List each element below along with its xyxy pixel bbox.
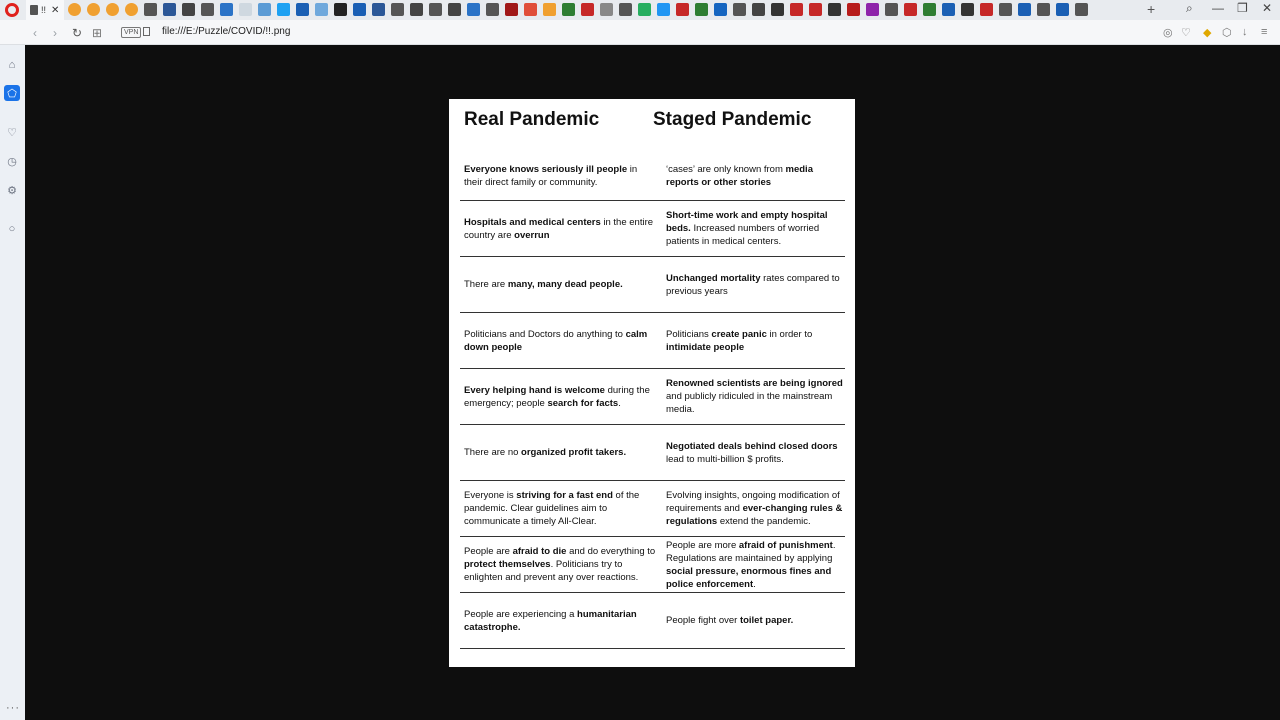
- tab-title: !!: [41, 5, 47, 15]
- bulb-icon[interactable]: ○: [8, 223, 16, 235]
- url-field[interactable]: file:///E:/Puzzle/COVID/!!.png: [162, 26, 291, 37]
- tab-favicon[interactable]: [752, 3, 765, 16]
- real-pandemic-cell: There are many, many dead people.: [464, 279, 623, 290]
- tab-favicon[interactable]: [581, 3, 594, 16]
- tab-favicon[interactable]: [942, 3, 955, 16]
- tab-favicon[interactable]: [315, 3, 328, 16]
- tab-favicon[interactable]: [391, 3, 404, 16]
- home-icon[interactable]: ⌂: [8, 59, 16, 71]
- tab-favicon[interactable]: [828, 3, 841, 16]
- tab-favicon[interactable]: [866, 3, 879, 16]
- tab-favicon[interactable]: [201, 3, 214, 16]
- tab-favicon[interactable]: [429, 3, 442, 16]
- tab-favicon[interactable]: [486, 3, 499, 16]
- comparison-table: [460, 151, 845, 649]
- sidebar: [0, 45, 25, 720]
- downloads-icon[interactable]: ↓: [1242, 26, 1248, 38]
- tab-favicon[interactable]: [809, 3, 822, 16]
- close-tab-icon[interactable]: ✕: [51, 4, 60, 16]
- tab-favicon[interactable]: [600, 3, 613, 16]
- table-row: [460, 537, 845, 593]
- crypto-wallet-icon[interactable]: ◆: [1203, 27, 1212, 39]
- table-row: [460, 151, 845, 201]
- tab-favicon[interactable]: [448, 3, 461, 16]
- tab-favicon[interactable]: [410, 3, 423, 16]
- tab-favicon[interactable]: [980, 3, 993, 16]
- tab-strip: [68, 3, 1088, 16]
- staged-pandemic-cell: ‘cases’ are only known from media reports or other stories: [666, 163, 813, 188]
- tab-favicon[interactable]: [163, 3, 176, 16]
- restore-button[interactable]: ❐: [1237, 1, 1248, 15]
- heart-icon[interactable]: ♡: [7, 126, 17, 139]
- tab-favicon[interactable]: [467, 3, 480, 16]
- speed-dial-icon[interactable]: ⊞: [92, 26, 103, 40]
- table-row: [460, 201, 845, 257]
- tab-favicon[interactable]: [106, 3, 119, 16]
- tab-favicon[interactable]: [182, 3, 195, 16]
- real-pandemic-cell: Every helping hand is welcome during the emergency; people search for facts.: [464, 384, 650, 409]
- easy-setup-icon[interactable]: ≡: [1261, 26, 1268, 38]
- reload-icon[interactable]: ↻: [72, 26, 83, 40]
- table-row: [460, 593, 845, 649]
- tab-favicon[interactable]: [372, 3, 385, 16]
- tab-favicon[interactable]: [543, 3, 556, 16]
- displayed-image: [449, 99, 855, 667]
- tab-favicon[interactable]: [733, 3, 746, 16]
- tab-favicon[interactable]: [847, 3, 860, 16]
- staged-pandemic-cell: Short-time work and empty hospital beds. Increased numbers of worried patients in medical centers.: [666, 210, 828, 247]
- staged-pandemic-cell: People are more afraid of punishment. Regulations are maintained by applying social pressure, enormous fines and police enforcement.: [666, 539, 836, 590]
- tab-favicon[interactable]: [562, 3, 575, 16]
- tab-favicon[interactable]: [144, 3, 157, 16]
- tab-favicon[interactable]: [220, 3, 233, 16]
- minimize-button[interactable]: —: [1212, 1, 1224, 15]
- real-pandemic-cell: Everyone is striving for a fast end of the pandemic. Clear guidelines aim to communicate a timely All-Clear.: [464, 490, 640, 527]
- close-window-button[interactable]: ✕: [1262, 1, 1273, 15]
- table-row: [460, 313, 845, 369]
- real-pandemic-cell: Everyone knows seriously ill people in their direct family or community.: [464, 163, 638, 188]
- settings-gear-icon[interactable]: ⚙: [7, 184, 17, 197]
- document-icon: [30, 5, 38, 15]
- tab-active[interactable]: [26, 0, 64, 20]
- tab-favicon[interactable]: [334, 3, 347, 16]
- snapshot-icon[interactable]: ◎: [1163, 27, 1173, 39]
- table-row: [460, 425, 845, 481]
- tab-favicon[interactable]: [87, 3, 100, 16]
- new-tab-button[interactable]: +: [1147, 1, 1156, 17]
- staged-pandemic-cell: Renowned scientists are being ignored and publicly ridiculed in the mainstream media.: [666, 378, 843, 415]
- staged-pandemic-cell: Unchanged mortality rates compared to previous years: [666, 272, 840, 297]
- real-pandemic-cell: Hospitals and medical centers in the entire country are overrun: [464, 216, 654, 241]
- tab-favicon[interactable]: [296, 3, 309, 16]
- heading-staged-pandemic: Staged Pandemic: [653, 109, 812, 130]
- tab-favicon[interactable]: [885, 3, 898, 16]
- tab-favicon[interactable]: [353, 3, 366, 16]
- page-info-icon[interactable]: [143, 27, 150, 36]
- tab-favicon[interactable]: [999, 3, 1012, 16]
- pinboard-icon[interactable]: ⬠: [4, 85, 20, 101]
- table-row: [460, 369, 845, 425]
- real-pandemic-cell: People are afraid to die and do everything to protect themselves. Politicians try to enlighten and prevent any over reactions.: [464, 546, 656, 583]
- tab-favicon[interactable]: [524, 3, 537, 16]
- tab-favicon[interactable]: [1037, 3, 1050, 16]
- forward-icon[interactable]: ›: [53, 26, 57, 40]
- tab-favicon[interactable]: [904, 3, 917, 16]
- tab-favicon[interactable]: [125, 3, 138, 16]
- extensions-icon[interactable]: ⬡: [1222, 27, 1232, 39]
- staged-pandemic-cell: Negotiated deals behind closed doors lead to multi-billion $ profits.: [666, 440, 838, 465]
- tab-favicon[interactable]: [68, 3, 81, 16]
- table-row: [460, 481, 845, 537]
- tab-favicon[interactable]: [714, 3, 727, 16]
- history-icon[interactable]: ◷: [7, 155, 17, 168]
- more-icon[interactable]: ···: [6, 702, 20, 714]
- tab-favicon[interactable]: [505, 3, 518, 16]
- staged-pandemic-cell: Evolving insights, ongoing modification of requirements and ever-changing rules & regulations extend the pandemic.: [666, 490, 843, 527]
- tab-favicon[interactable]: [1018, 3, 1031, 16]
- table-row: [460, 257, 845, 313]
- tab-favicon[interactable]: [961, 3, 974, 16]
- address-bar: [0, 20, 1280, 45]
- tab-favicon[interactable]: [923, 3, 936, 16]
- real-pandemic-cell: Politicians and Doctors do anything to calm down people: [464, 328, 648, 353]
- tab-favicon[interactable]: [790, 3, 803, 16]
- heading-real-pandemic: Real Pandemic: [464, 109, 600, 130]
- back-icon[interactable]: ‹: [33, 26, 37, 40]
- tab-favicon[interactable]: [1075, 3, 1088, 16]
- tab-favicon[interactable]: [638, 3, 651, 16]
- tab-favicon[interactable]: [277, 3, 290, 16]
- tab-favicon[interactable]: [676, 3, 689, 16]
- real-pandemic-cell: People are experiencing a humanitarian catastrophe.: [464, 608, 637, 633]
- bookmark-heart-icon[interactable]: ♡: [1181, 27, 1191, 39]
- search-tabs-icon[interactable]: ⌕: [1186, 1, 1193, 15]
- tab-favicon[interactable]: [657, 3, 670, 16]
- real-pandemic-cell: There are no organized profit takers.: [464, 447, 627, 458]
- tab-favicon[interactable]: [258, 3, 271, 16]
- tab-bar: [0, 0, 1280, 20]
- tab-favicon[interactable]: [1056, 3, 1069, 16]
- staged-pandemic-cell: Politicians create panic in order to intimidate people: [666, 328, 813, 353]
- tab-favicon[interactable]: [695, 3, 708, 16]
- tab-favicon[interactable]: [619, 3, 632, 16]
- vpn-badge[interactable]: VPN: [121, 27, 141, 38]
- staged-pandemic-cell: People fight over toilet paper.: [666, 615, 794, 626]
- tab-favicon[interactable]: [771, 3, 784, 16]
- tab-favicon[interactable]: [239, 3, 252, 16]
- opera-menu-icon[interactable]: [5, 3, 19, 17]
